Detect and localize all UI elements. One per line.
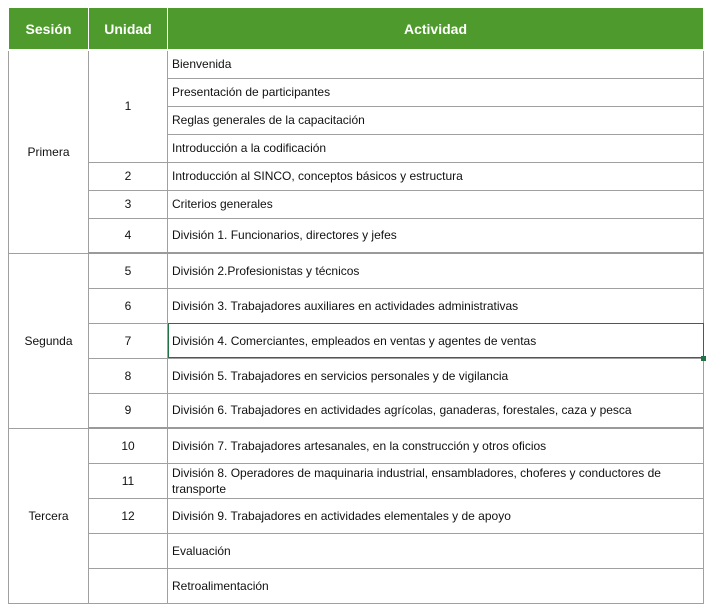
activity-cell[interactable]: Introducción a la codificación [168, 134, 704, 162]
table-row [9, 218, 704, 253]
table-row [9, 358, 704, 393]
header-row [9, 8, 704, 50]
unit-cell[interactable]: 2 [89, 162, 168, 190]
table-row [9, 50, 704, 78]
unit-cell[interactable]: 10 [89, 428, 168, 463]
table-row [9, 568, 704, 603]
header-unit[interactable]: Unidad [89, 8, 168, 50]
activity-cell[interactable]: División 9. Trabajadores en actividades elementales y de apoyo [168, 498, 704, 533]
activity-cell[interactable]: Reglas generales de la capacitación [168, 106, 704, 134]
unit-cell[interactable]: 5 [89, 253, 168, 288]
unit-cell-empty[interactable] [89, 533, 168, 568]
activity-cell[interactable]: Presentación de participantes [168, 78, 704, 106]
unit-cell[interactable]: 7 [89, 323, 168, 358]
activity-cell[interactable]: Bienvenida [168, 50, 704, 78]
table-row [9, 190, 704, 218]
activity-cell[interactable]: Retroalimentación [168, 568, 704, 603]
session-cell-primera[interactable]: Primera [9, 50, 89, 253]
unit-cell[interactable]: 4 [89, 218, 168, 253]
header-session[interactable]: Sesión [9, 8, 89, 50]
unit-cell-empty[interactable] [89, 568, 168, 603]
activity-text: División 4. Comerciantes, empleados en ventas y agentes de ventas [172, 333, 537, 348]
activity-cell[interactable]: División 3. Trabajadores auxiliares en actividades administrativas [168, 288, 704, 323]
table-row [9, 428, 704, 463]
unit-cell[interactable]: 1 [89, 50, 168, 162]
unit-cell[interactable]: 3 [89, 190, 168, 218]
fill-handle[interactable] [701, 356, 706, 361]
table-row [9, 533, 704, 568]
activity-cell[interactable]: División 1. Funcionarios, directores y jefes [168, 218, 704, 253]
session-cell-tercera[interactable]: Tercera [9, 428, 89, 603]
table-row [9, 288, 704, 323]
unit-cell[interactable]: 12 [89, 498, 168, 533]
activity-cell[interactable]: División 8. Operadores de maquinaria industrial, ensambladores, choferes y conductores de transporte [168, 463, 704, 498]
table-row [9, 323, 704, 358]
table-row [9, 253, 704, 288]
unit-cell[interactable]: 9 [89, 393, 168, 428]
unit-cell[interactable]: 6 [89, 288, 168, 323]
table-row [9, 498, 704, 533]
activity-cell[interactable]: División 6. Trabajadores en actividades agrícolas, ganaderas, forestales, caza y pesca [168, 393, 704, 428]
unit-cell[interactable]: 8 [89, 358, 168, 393]
header-activity[interactable]: Actividad [168, 8, 704, 50]
unit-cell[interactable]: 11 [89, 463, 168, 498]
session-cell-segunda[interactable]: Segunda [9, 253, 89, 428]
table-row [9, 393, 704, 428]
activity-cell[interactable]: Evaluación [168, 533, 704, 568]
activity-schedule-table [8, 8, 704, 604]
activity-cell[interactable]: Criterios generales [168, 190, 704, 218]
activity-cell-selected[interactable] [168, 323, 704, 358]
table-row [9, 463, 704, 498]
table-row [9, 162, 704, 190]
activity-cell[interactable]: División 7. Trabajadores artesanales, en la construcción y otros oficios [168, 428, 704, 463]
activity-cell[interactable]: División 5. Trabajadores en servicios personales y de vigilancia [168, 358, 704, 393]
activity-cell[interactable]: Introducción al SINCO, conceptos básicos y estructura [168, 162, 704, 190]
activity-cell[interactable]: División 2.Profesionistas y técnicos [168, 253, 704, 288]
